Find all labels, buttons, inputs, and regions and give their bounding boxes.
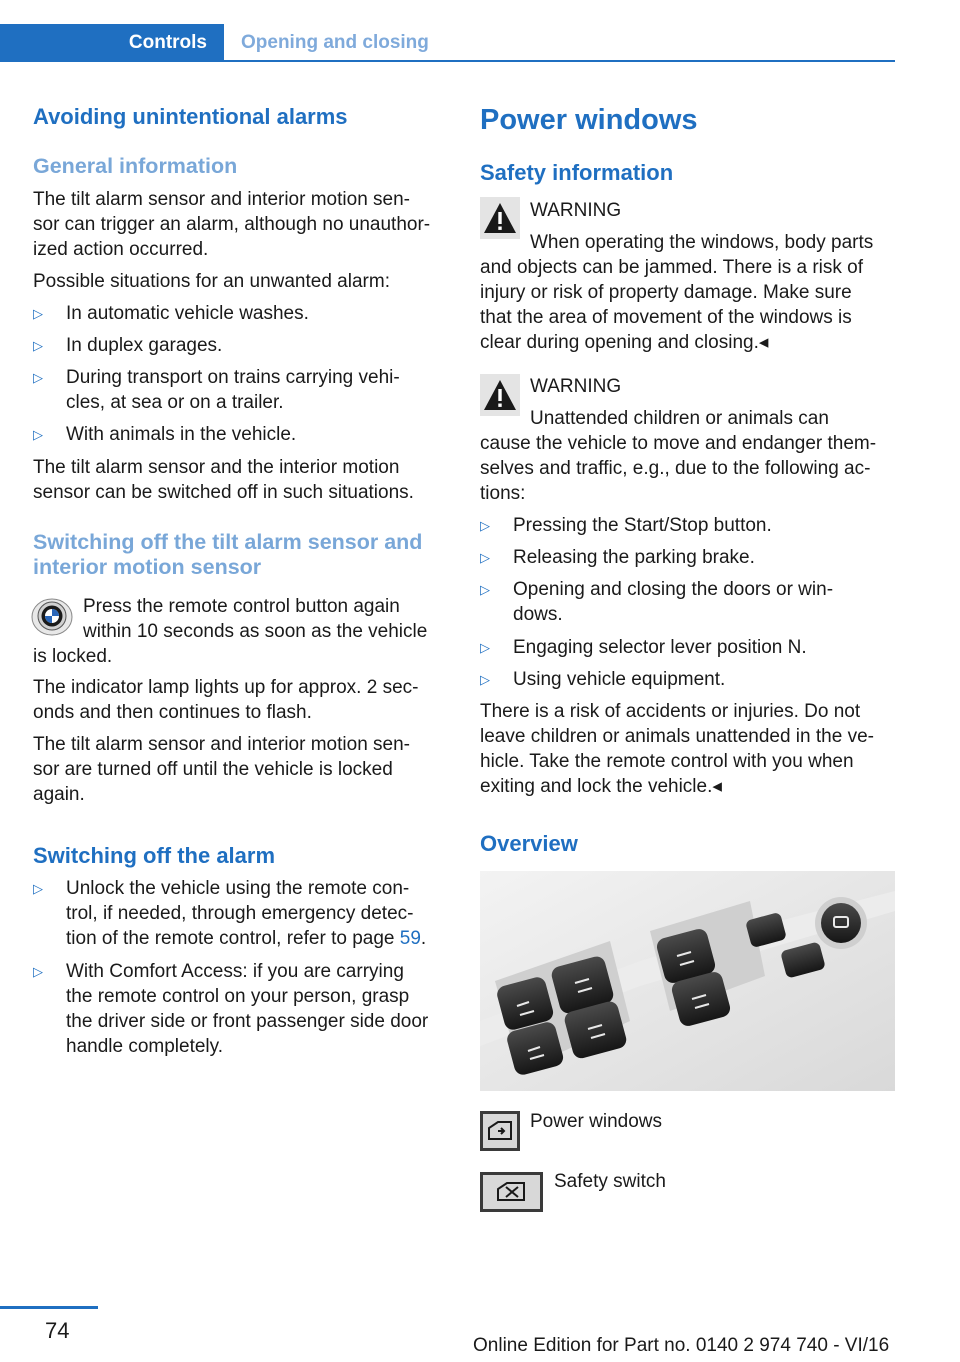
heading-general-information: General information <box>33 154 238 178</box>
list-switch-off-alarm <box>33 876 453 1059</box>
caption-power-windows: Power windows <box>530 1111 662 1132</box>
heading-switching-off-sensor: Switching off the tilt alarm sensor and interior motion sensor <box>33 530 423 579</box>
list-item: ▷ In duplex garages. <box>33 333 453 358</box>
paragraph-is-locked: is locked. <box>33 646 113 667</box>
paragraph-switch-off-situations: The tilt alarm sensor and the interior motion sensor can be switched off in such situations. <box>33 457 414 503</box>
list-item: ▷ Releasing the parking brake. <box>480 545 900 570</box>
warning-triangle-icon <box>480 374 520 416</box>
warning-text-windows-start: When operating the windows, body parts <box>530 232 874 253</box>
list-unwanted-alarm <box>33 301 453 447</box>
warning-label: WARNING <box>530 200 622 221</box>
remote-lock-button-icon <box>31 597 73 637</box>
list-item: ▷ With Comfort Access: if you are carrying the remote control on your person, grasp the driver side or front passenger side door handle completely. <box>33 959 453 1059</box>
heading-power-windows: Power windows <box>480 104 698 136</box>
warning-text-windows: and objects can be jammed. There is a risk of injury or risk of property damage. Make sure that the area of movement of the windows is clear during opening and closing.◂ <box>480 257 864 353</box>
header-rule <box>224 60 895 62</box>
list-item: ▷ In automatic vehicle washes. <box>33 301 453 326</box>
section-tab-opening-closing: Opening and closing <box>241 32 429 53</box>
list-item: ▷ Engaging selector lever position N. <box>480 635 900 660</box>
list-item: ▷ Pressing the Start/Stop button. <box>480 513 900 538</box>
warning-text-children: cause the vehicle to move and endanger them- selves and traffic, e.g., due to the following ac- tions: <box>480 433 877 504</box>
list-item: ▷ Using vehicle equipment. <box>480 667 900 692</box>
page-link-59[interactable]: 59 <box>399 928 421 949</box>
paragraph-risk-accidents: There is a risk of accidents or injuries. Do not leave children or animals unattended in the ve- hicle. Take the remote control with you when exiting and lock the vehicle.◂ <box>480 701 874 797</box>
paragraph-press-remote: Press the remote control button again within 10 seconds as soon as the vehicle <box>83 596 428 642</box>
heading-safety-information: Safety information <box>480 160 674 185</box>
caption-safety-switch: Safety switch <box>554 1171 666 1192</box>
paragraph-sensors-turned-off: The tilt alarm sensor and interior motion sen- sor are turned off until the vehicle is locked again. <box>33 734 410 805</box>
warning-text-children-start: Unattended children or animals can <box>530 408 829 429</box>
list-item: ▷ With animals in the vehicle. <box>33 422 453 447</box>
heading-avoiding-alarms: Avoiding unintentional alarms <box>33 104 348 129</box>
heading-switching-off-alarm: Switching off the alarm <box>33 843 276 868</box>
paragraph-indicator-lamp: The indicator lamp lights up for approx. 2 sec- onds and then continues to flash. <box>33 677 419 723</box>
paragraph-tilt-alarm: The tilt alarm sensor and interior motion sen- sor can trigger an alarm, although no unauthor- ized action occurred. <box>33 189 431 260</box>
list-item: ▷ Unlock the vehicle using the remote con- trol, if needed, through emergency detec- tion of the remote control, refer to page 59. <box>33 876 453 951</box>
list-dangerous-actions <box>480 513 900 692</box>
section-tab-controls: Controls <box>0 24 224 62</box>
list-item: ▷ Opening and closing the doors or win- dows. <box>480 577 900 627</box>
footer-rule <box>0 1306 98 1309</box>
warning-label: WARNING <box>530 376 622 397</box>
warning-triangle-icon <box>480 197 520 239</box>
power-window-switches-image <box>480 871 895 1091</box>
paragraph-possible-situations: Possible situations for an unwanted alarm: <box>33 271 390 292</box>
edition-info: Online Edition for Part no. 0140 2 974 740 - VI/16 <box>473 1335 890 1356</box>
page-number: 74 <box>45 1318 70 1343</box>
safety-switch-icon <box>480 1172 543 1212</box>
power-window-button-icon <box>480 1111 520 1151</box>
page-header <box>0 24 895 62</box>
heading-overview: Overview <box>480 831 578 856</box>
list-item: ▷ During transport on trains carrying vehi- cles, at sea or on a trailer. <box>33 365 453 415</box>
